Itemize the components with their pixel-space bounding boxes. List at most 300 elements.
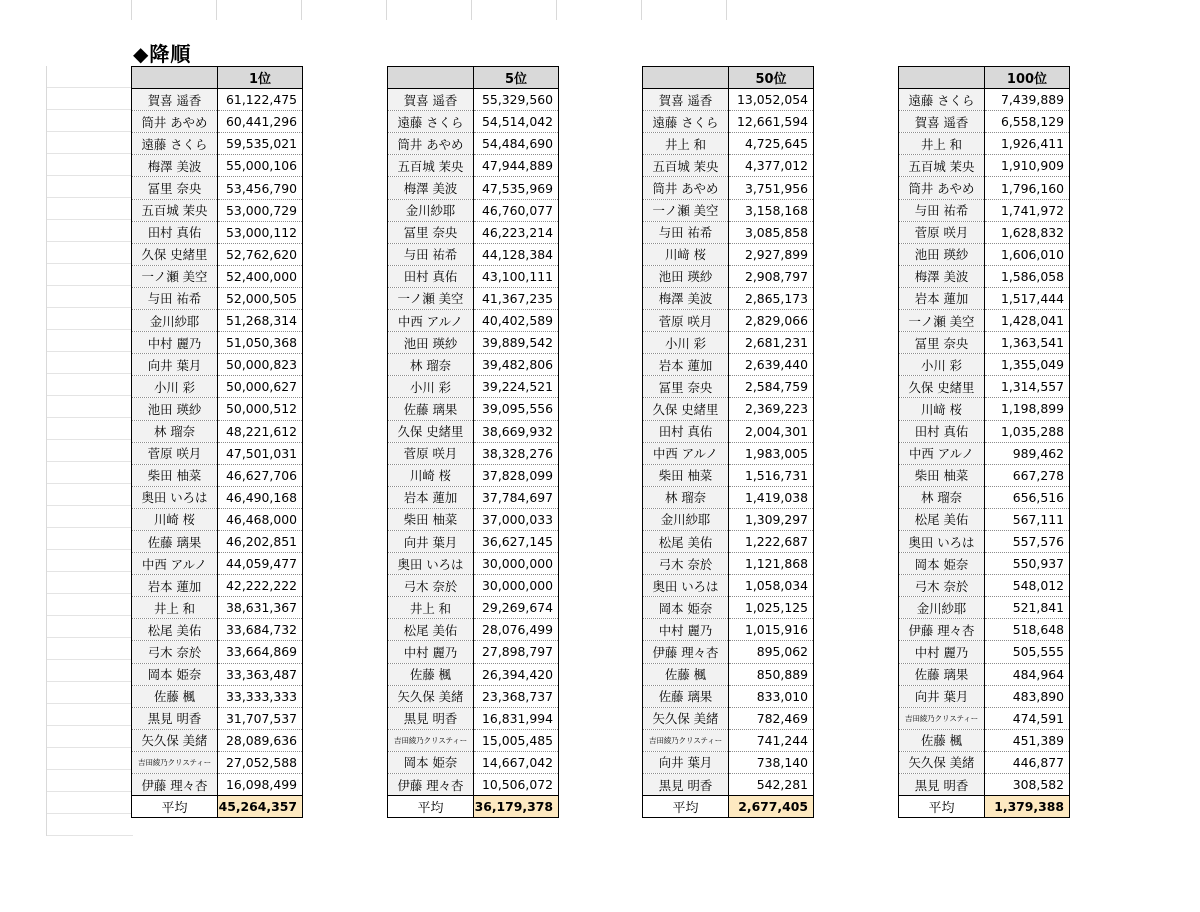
value-cell[interactable]: 2,369,223	[729, 398, 814, 420]
value-cell[interactable]: 38,669,932	[474, 420, 559, 442]
value-cell[interactable]: 41,367,235	[474, 287, 559, 309]
value-cell[interactable]: 27,052,588	[218, 751, 303, 773]
member-name-cell[interactable]: 冨里 奈央	[388, 221, 474, 243]
value-cell[interactable]: 1,741,972	[985, 199, 1070, 221]
value-cell[interactable]: 46,760,077	[474, 199, 559, 221]
value-cell[interactable]: 54,484,690	[474, 133, 559, 155]
value-cell[interactable]: 2,004,301	[729, 420, 814, 442]
value-cell[interactable]: 29,269,674	[474, 597, 559, 619]
value-cell[interactable]: 51,268,314	[218, 310, 303, 332]
member-name-cell[interactable]: 奥田 いろは	[132, 486, 218, 508]
value-cell[interactable]: 42,222,222	[218, 575, 303, 597]
value-cell[interactable]: 1,586,058	[985, 265, 1070, 287]
member-name-cell[interactable]: 岩本 蓮加	[899, 287, 985, 309]
value-cell[interactable]: 7,439,889	[985, 89, 1070, 111]
value-cell[interactable]: 43,100,111	[474, 265, 559, 287]
value-cell[interactable]: 1,517,444	[985, 287, 1070, 309]
average-label-cell[interactable]: 平均	[388, 796, 474, 818]
value-cell[interactable]: 50,000,512	[218, 398, 303, 420]
empty-cell[interactable]	[47, 176, 133, 198]
value-cell[interactable]: 782,469	[729, 707, 814, 729]
member-name-cell[interactable]: 井上 和	[643, 133, 729, 155]
value-cell[interactable]: 28,089,636	[218, 729, 303, 751]
member-name-cell[interactable]: 黒見 明香	[899, 774, 985, 796]
member-name-cell[interactable]: 与田 祐希	[899, 199, 985, 221]
value-cell[interactable]: 53,000,112	[218, 221, 303, 243]
member-name-cell[interactable]: 五百城 茉央	[899, 155, 985, 177]
value-cell[interactable]: 60,441,296	[218, 111, 303, 133]
member-name-cell[interactable]: 矢久保 美緒	[899, 751, 985, 773]
value-cell[interactable]: 542,281	[729, 774, 814, 796]
member-name-cell[interactable]: 奥田 いろは	[643, 575, 729, 597]
empty-cell[interactable]	[47, 66, 133, 88]
value-cell[interactable]: 39,482,806	[474, 354, 559, 376]
value-cell[interactable]: 46,627,706	[218, 464, 303, 486]
empty-cell[interactable]	[47, 616, 133, 638]
member-name-cell[interactable]: 遠藤 さくら	[388, 111, 474, 133]
member-name-cell[interactable]: 向井 葉月	[643, 751, 729, 773]
member-name-cell[interactable]: 弓木 奈於	[388, 575, 474, 597]
member-name-cell[interactable]: 吉田綾乃クリスティー	[643, 729, 729, 751]
member-name-cell[interactable]: 奥田 いろは	[899, 530, 985, 552]
member-name-cell[interactable]: 松尾 美佑	[388, 619, 474, 641]
empty-cell[interactable]	[47, 242, 133, 264]
member-name-cell[interactable]: 一ノ瀬 美空	[132, 265, 218, 287]
value-cell[interactable]: 46,468,000	[218, 508, 303, 530]
member-name-cell[interactable]: 筒井 あやめ	[132, 111, 218, 133]
member-name-cell[interactable]: 賀喜 遥香	[388, 89, 474, 111]
empty-cell[interactable]	[47, 726, 133, 748]
value-cell[interactable]: 38,328,276	[474, 442, 559, 464]
value-cell[interactable]: 4,377,012	[729, 155, 814, 177]
value-cell[interactable]: 50,000,627	[218, 376, 303, 398]
value-cell[interactable]: 521,841	[985, 597, 1070, 619]
value-cell[interactable]: 33,664,869	[218, 641, 303, 663]
member-name-cell[interactable]: 梅澤 美波	[899, 265, 985, 287]
value-cell[interactable]: 3,085,858	[729, 221, 814, 243]
member-name-cell[interactable]: 中村 麗乃	[132, 332, 218, 354]
member-name-cell[interactable]: 中西 アルノ	[388, 310, 474, 332]
value-cell[interactable]: 23,368,737	[474, 685, 559, 707]
value-cell[interactable]: 6,558,129	[985, 111, 1070, 133]
value-cell[interactable]: 38,631,367	[218, 597, 303, 619]
value-cell[interactable]: 47,501,031	[218, 442, 303, 464]
member-name-cell[interactable]: 久保 史緒里	[899, 376, 985, 398]
member-name-cell[interactable]: 金川紗耶	[132, 310, 218, 332]
value-cell[interactable]: 451,389	[985, 729, 1070, 751]
member-name-cell[interactable]: 井上 和	[899, 133, 985, 155]
member-name-cell[interactable]: 池田 瑛紗	[132, 398, 218, 420]
value-cell[interactable]: 484,964	[985, 663, 1070, 685]
member-name-cell[interactable]: 林 瑠奈	[899, 486, 985, 508]
value-cell[interactable]: 1,926,411	[985, 133, 1070, 155]
empty-cell[interactable]	[47, 528, 133, 550]
member-name-cell[interactable]: 黒見 明香	[388, 707, 474, 729]
value-cell[interactable]: 741,244	[729, 729, 814, 751]
value-cell[interactable]: 59,535,021	[218, 133, 303, 155]
member-name-cell[interactable]: 中村 麗乃	[388, 641, 474, 663]
member-name-cell[interactable]: 梅澤 美波	[388, 177, 474, 199]
member-name-cell[interactable]: 弓木 奈於	[643, 553, 729, 575]
member-name-cell[interactable]: 田村 真佑	[643, 420, 729, 442]
value-cell[interactable]: 1,363,541	[985, 332, 1070, 354]
value-cell[interactable]: 52,000,505	[218, 287, 303, 309]
header-blank-cell[interactable]	[132, 67, 218, 89]
value-cell[interactable]: 518,648	[985, 619, 1070, 641]
value-cell[interactable]: 1,983,005	[729, 442, 814, 464]
value-cell[interactable]: 505,555	[985, 641, 1070, 663]
value-cell[interactable]: 1,355,049	[985, 354, 1070, 376]
empty-cell[interactable]	[47, 352, 133, 374]
member-name-cell[interactable]: 遠藤 さくら	[132, 133, 218, 155]
value-cell[interactable]: 51,050,368	[218, 332, 303, 354]
value-cell[interactable]: 2,865,173	[729, 287, 814, 309]
member-name-cell[interactable]: 五百城 茉央	[388, 155, 474, 177]
member-name-cell[interactable]: 与田 祐希	[132, 287, 218, 309]
value-cell[interactable]: 26,394,420	[474, 663, 559, 685]
value-cell[interactable]: 895,062	[729, 641, 814, 663]
empty-cell[interactable]	[47, 330, 133, 352]
average-label-cell[interactable]: 平均	[899, 796, 985, 818]
member-name-cell[interactable]: 岡本 姫奈	[132, 663, 218, 685]
member-name-cell[interactable]: 伊藤 理々杏	[388, 774, 474, 796]
value-cell[interactable]: 30,000,000	[474, 575, 559, 597]
member-name-cell[interactable]: 冨里 奈央	[643, 376, 729, 398]
value-cell[interactable]: 55,000,106	[218, 155, 303, 177]
value-cell[interactable]: 1,910,909	[985, 155, 1070, 177]
member-name-cell[interactable]: 岡本 姫奈	[643, 597, 729, 619]
member-name-cell[interactable]: 菅原 咲月	[643, 310, 729, 332]
member-name-cell[interactable]: 矢久保 美緒	[132, 729, 218, 751]
member-name-cell[interactable]: 金川紗耶	[643, 508, 729, 530]
value-cell[interactable]: 39,889,542	[474, 332, 559, 354]
empty-cell[interactable]	[47, 308, 133, 330]
member-name-cell[interactable]: 向井 葉月	[899, 685, 985, 707]
member-name-cell[interactable]: 田村 真佑	[132, 221, 218, 243]
member-name-cell[interactable]: 中西 アルノ	[899, 442, 985, 464]
empty-cell[interactable]	[47, 594, 133, 616]
value-cell[interactable]: 2,829,066	[729, 310, 814, 332]
value-cell[interactable]: 55,329,560	[474, 89, 559, 111]
empty-cell[interactable]	[47, 484, 133, 506]
member-name-cell[interactable]: 菅原 咲月	[899, 221, 985, 243]
empty-cell[interactable]	[47, 814, 133, 836]
value-cell[interactable]: 39,224,521	[474, 376, 559, 398]
value-cell[interactable]: 53,456,790	[218, 177, 303, 199]
empty-cell[interactable]	[47, 88, 133, 110]
member-name-cell[interactable]: 伊藤 理々杏	[899, 619, 985, 641]
empty-cell[interactable]	[47, 792, 133, 814]
member-name-cell[interactable]: 佐藤 璃果	[388, 398, 474, 420]
member-name-cell[interactable]: 小川 彩	[643, 332, 729, 354]
empty-cell[interactable]	[47, 682, 133, 704]
value-cell[interactable]: 16,098,499	[218, 774, 303, 796]
member-name-cell[interactable]: 一ノ瀬 美空	[388, 287, 474, 309]
value-cell[interactable]: 28,076,499	[474, 619, 559, 641]
value-cell[interactable]: 833,010	[729, 685, 814, 707]
average-value-cell[interactable]: 36,179,378	[474, 796, 559, 818]
value-cell[interactable]: 1,796,160	[985, 177, 1070, 199]
value-cell[interactable]: 483,890	[985, 685, 1070, 707]
value-cell[interactable]: 548,012	[985, 575, 1070, 597]
empty-cell[interactable]	[47, 550, 133, 572]
member-name-cell[interactable]: 矢久保 美緒	[643, 707, 729, 729]
value-cell[interactable]: 46,223,214	[474, 221, 559, 243]
value-cell[interactable]: 1,314,557	[985, 376, 1070, 398]
empty-cell[interactable]	[47, 748, 133, 770]
empty-cell[interactable]	[47, 220, 133, 242]
value-cell[interactable]: 36,627,145	[474, 530, 559, 552]
member-name-cell[interactable]: 井上 和	[132, 597, 218, 619]
value-cell[interactable]: 52,400,000	[218, 265, 303, 287]
average-value-cell[interactable]: 1,379,388	[985, 796, 1070, 818]
value-cell[interactable]: 446,877	[985, 751, 1070, 773]
value-cell[interactable]: 44,059,477	[218, 553, 303, 575]
member-name-cell[interactable]: 岩本 蓮加	[388, 486, 474, 508]
value-cell[interactable]: 850,889	[729, 663, 814, 685]
empty-cell[interactable]	[47, 638, 133, 660]
member-name-cell[interactable]: 与田 祐希	[388, 243, 474, 265]
value-cell[interactable]: 1,628,832	[985, 221, 1070, 243]
member-name-cell[interactable]: 柴田 柚菜	[899, 464, 985, 486]
empty-cell[interactable]	[47, 506, 133, 528]
empty-cell[interactable]	[47, 462, 133, 484]
value-cell[interactable]: 1,606,010	[985, 243, 1070, 265]
member-name-cell[interactable]: 向井 葉月	[132, 354, 218, 376]
member-name-cell[interactable]: 田村 真佑	[388, 265, 474, 287]
header-blank-cell[interactable]	[388, 67, 474, 89]
member-name-cell[interactable]: 柴田 柚菜	[388, 508, 474, 530]
member-name-cell[interactable]: 田村 真佑	[899, 420, 985, 442]
member-name-cell[interactable]: 賀喜 遥香	[132, 89, 218, 111]
empty-cell[interactable]	[47, 572, 133, 594]
member-name-cell[interactable]: 黒見 明香	[132, 707, 218, 729]
member-name-cell[interactable]: 奥田 いろは	[388, 553, 474, 575]
member-name-cell[interactable]: 池田 瑛紗	[643, 265, 729, 287]
member-name-cell[interactable]: 林 瑠奈	[132, 420, 218, 442]
member-name-cell[interactable]: 梅澤 美波	[132, 155, 218, 177]
value-cell[interactable]: 37,000,033	[474, 508, 559, 530]
member-name-cell[interactable]: 金川紗耶	[899, 597, 985, 619]
empty-cell[interactable]	[47, 264, 133, 286]
value-cell[interactable]: 1,035,288	[985, 420, 1070, 442]
member-name-cell[interactable]: 吉田綾乃クリスティー	[899, 707, 985, 729]
member-name-cell[interactable]: 柴田 柚菜	[643, 464, 729, 486]
member-name-cell[interactable]: 松尾 美佑	[132, 619, 218, 641]
value-cell[interactable]: 33,363,487	[218, 663, 303, 685]
value-cell[interactable]: 1,222,687	[729, 530, 814, 552]
empty-cell[interactable]	[47, 396, 133, 418]
average-label-cell[interactable]: 平均	[643, 796, 729, 818]
value-cell[interactable]: 1,058,034	[729, 575, 814, 597]
member-name-cell[interactable]: 中村 麗乃	[899, 641, 985, 663]
member-name-cell[interactable]: 柴田 柚菜	[132, 464, 218, 486]
member-name-cell[interactable]: 川﨑 桜	[643, 243, 729, 265]
empty-cell[interactable]	[47, 286, 133, 308]
member-name-cell[interactable]: 伊藤 理々杏	[132, 774, 218, 796]
empty-cell[interactable]	[47, 132, 133, 154]
member-name-cell[interactable]: 吉田綾乃クリスティー	[132, 751, 218, 773]
member-name-cell[interactable]: 弓木 奈於	[132, 641, 218, 663]
member-name-cell[interactable]: 五百城 茉央	[643, 155, 729, 177]
member-name-cell[interactable]: 一ノ瀬 美空	[643, 199, 729, 221]
rank-header-cell[interactable]: 1位	[218, 67, 303, 89]
value-cell[interactable]: 61,122,475	[218, 89, 303, 111]
value-cell[interactable]: 13,052,054	[729, 89, 814, 111]
member-name-cell[interactable]: 佐藤 璃果	[132, 530, 218, 552]
member-name-cell[interactable]: 弓木 奈於	[899, 575, 985, 597]
member-name-cell[interactable]: 遠藤 さくら	[899, 89, 985, 111]
member-name-cell[interactable]: 金川紗耶	[388, 199, 474, 221]
value-cell[interactable]: 2,927,899	[729, 243, 814, 265]
rank-header-cell[interactable]: 100位	[985, 67, 1070, 89]
member-name-cell[interactable]: 岡本 姫奈	[388, 751, 474, 773]
member-name-cell[interactable]: 佐藤 璃果	[643, 685, 729, 707]
member-name-cell[interactable]: 久保 史緒里	[643, 398, 729, 420]
value-cell[interactable]: 474,591	[985, 707, 1070, 729]
empty-cell[interactable]	[47, 110, 133, 132]
value-cell[interactable]: 14,667,042	[474, 751, 559, 773]
header-blank-cell[interactable]	[899, 67, 985, 89]
member-name-cell[interactable]: 佐藤 楓	[899, 729, 985, 751]
value-cell[interactable]: 37,784,697	[474, 486, 559, 508]
value-cell[interactable]: 1,419,038	[729, 486, 814, 508]
value-cell[interactable]: 989,462	[985, 442, 1070, 464]
rank-header-cell[interactable]: 50位	[729, 67, 814, 89]
value-cell[interactable]: 1,121,868	[729, 553, 814, 575]
member-name-cell[interactable]: 林 瑠奈	[388, 354, 474, 376]
value-cell[interactable]: 2,584,759	[729, 376, 814, 398]
member-name-cell[interactable]: 中西 アルノ	[132, 553, 218, 575]
member-name-cell[interactable]: 久保 史緒里	[132, 243, 218, 265]
member-name-cell[interactable]: 黒見 明香	[643, 774, 729, 796]
member-name-cell[interactable]: 久保 史緒里	[388, 420, 474, 442]
empty-cell[interactable]	[47, 198, 133, 220]
value-cell[interactable]: 656,516	[985, 486, 1070, 508]
member-name-cell[interactable]: 佐藤 楓	[643, 663, 729, 685]
average-value-cell[interactable]: 2,677,405	[729, 796, 814, 818]
member-name-cell[interactable]: 冨里 奈央	[899, 332, 985, 354]
value-cell[interactable]: 2,681,231	[729, 332, 814, 354]
value-cell[interactable]: 46,490,168	[218, 486, 303, 508]
member-name-cell[interactable]: 矢久保 美緒	[388, 685, 474, 707]
member-name-cell[interactable]: 岩本 蓮加	[132, 575, 218, 597]
member-name-cell[interactable]: 一ノ瀬 美空	[899, 310, 985, 332]
value-cell[interactable]: 308,582	[985, 774, 1070, 796]
value-cell[interactable]: 1,428,041	[985, 310, 1070, 332]
member-name-cell[interactable]: 川崎 桜	[132, 508, 218, 530]
member-name-cell[interactable]: 池田 瑛紗	[899, 243, 985, 265]
member-name-cell[interactable]: 菅原 咲月	[132, 442, 218, 464]
value-cell[interactable]: 54,514,042	[474, 111, 559, 133]
empty-cell[interactable]	[47, 660, 133, 682]
empty-cell[interactable]	[47, 770, 133, 792]
value-cell[interactable]: 52,762,620	[218, 243, 303, 265]
member-name-cell[interactable]: 岡本 姫奈	[899, 553, 985, 575]
member-name-cell[interactable]: 小川 彩	[132, 376, 218, 398]
member-name-cell[interactable]: 佐藤 楓	[132, 685, 218, 707]
value-cell[interactable]: 39,095,556	[474, 398, 559, 420]
empty-cell[interactable]	[47, 418, 133, 440]
rank-header-cell[interactable]: 5位	[474, 67, 559, 89]
member-name-cell[interactable]: 賀喜 遥香	[643, 89, 729, 111]
value-cell[interactable]: 4,725,645	[729, 133, 814, 155]
member-name-cell[interactable]: 松尾 美佑	[899, 508, 985, 530]
member-name-cell[interactable]: 吉田綾乃クリスティー	[388, 729, 474, 751]
value-cell[interactable]: 40,402,589	[474, 310, 559, 332]
value-cell[interactable]: 46,202,851	[218, 530, 303, 552]
member-name-cell[interactable]: 中村 麗乃	[643, 619, 729, 641]
value-cell[interactable]: 3,751,956	[729, 177, 814, 199]
value-cell[interactable]: 33,684,732	[218, 619, 303, 641]
member-name-cell[interactable]: 筒井 あやめ	[388, 133, 474, 155]
value-cell[interactable]: 12,661,594	[729, 111, 814, 133]
member-name-cell[interactable]: 梅澤 美波	[643, 287, 729, 309]
member-name-cell[interactable]: 遠藤 さくら	[643, 111, 729, 133]
value-cell[interactable]: 33,333,333	[218, 685, 303, 707]
value-cell[interactable]: 15,005,485	[474, 729, 559, 751]
value-cell[interactable]: 37,828,099	[474, 464, 559, 486]
average-label-cell[interactable]: 平均	[132, 796, 218, 818]
member-name-cell[interactable]: 五百城 茉央	[132, 199, 218, 221]
member-name-cell[interactable]: 賀喜 遥香	[899, 111, 985, 133]
empty-cell[interactable]	[47, 704, 133, 726]
value-cell[interactable]: 3,158,168	[729, 199, 814, 221]
member-name-cell[interactable]: 池田 瑛紗	[388, 332, 474, 354]
member-name-cell[interactable]: 佐藤 璃果	[899, 663, 985, 685]
value-cell[interactable]: 47,535,969	[474, 177, 559, 199]
member-name-cell[interactable]: 佐藤 楓	[388, 663, 474, 685]
value-cell[interactable]: 2,908,797	[729, 265, 814, 287]
member-name-cell[interactable]: 中西 アルノ	[643, 442, 729, 464]
member-name-cell[interactable]: 岩本 蓮加	[643, 354, 729, 376]
value-cell[interactable]: 27,898,797	[474, 641, 559, 663]
value-cell[interactable]: 53,000,729	[218, 199, 303, 221]
member-name-cell[interactable]: 小川 彩	[388, 376, 474, 398]
value-cell[interactable]: 30,000,000	[474, 553, 559, 575]
value-cell[interactable]: 567,111	[985, 508, 1070, 530]
value-cell[interactable]: 10,506,072	[474, 774, 559, 796]
member-name-cell[interactable]: 井上 和	[388, 597, 474, 619]
member-name-cell[interactable]: 小川 彩	[899, 354, 985, 376]
member-name-cell[interactable]: 向井 葉月	[388, 530, 474, 552]
member-name-cell[interactable]: 伊藤 理々杏	[643, 641, 729, 663]
member-name-cell[interactable]: 松尾 美佑	[643, 530, 729, 552]
member-name-cell[interactable]: 菅原 咲月	[388, 442, 474, 464]
member-name-cell[interactable]: 川崎 桜	[388, 464, 474, 486]
value-cell[interactable]: 50,000,823	[218, 354, 303, 376]
empty-cell[interactable]	[47, 440, 133, 462]
value-cell[interactable]: 550,937	[985, 553, 1070, 575]
member-name-cell[interactable]: 筒井 あやめ	[643, 177, 729, 199]
member-name-cell[interactable]: 川﨑 桜	[899, 398, 985, 420]
average-value-cell[interactable]: 45,264,357	[218, 796, 303, 818]
value-cell[interactable]: 2,639,440	[729, 354, 814, 376]
value-cell[interactable]: 1,025,125	[729, 597, 814, 619]
member-name-cell[interactable]: 筒井 あやめ	[899, 177, 985, 199]
value-cell[interactable]: 557,576	[985, 530, 1070, 552]
value-cell[interactable]: 1,516,731	[729, 464, 814, 486]
value-cell[interactable]: 44,128,384	[474, 243, 559, 265]
value-cell[interactable]: 16,831,994	[474, 707, 559, 729]
empty-cell[interactable]	[47, 374, 133, 396]
value-cell[interactable]: 667,278	[985, 464, 1070, 486]
value-cell[interactable]: 48,221,612	[218, 420, 303, 442]
value-cell[interactable]: 47,944,889	[474, 155, 559, 177]
value-cell[interactable]: 1,309,297	[729, 508, 814, 530]
member-name-cell[interactable]: 林 瑠奈	[643, 486, 729, 508]
value-cell[interactable]: 1,015,916	[729, 619, 814, 641]
